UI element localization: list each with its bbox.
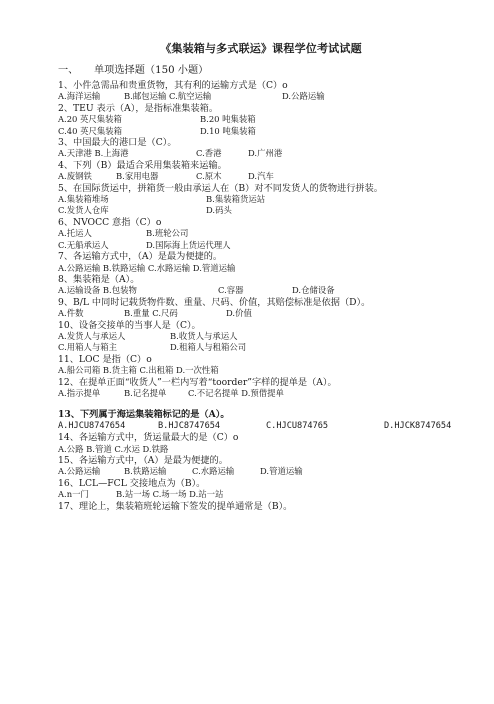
options-3 xyxy=(58,148,464,159)
option: D.10 吨集装箱 xyxy=(200,125,256,136)
option: A.废钢铁 xyxy=(58,171,92,182)
options-16 xyxy=(58,489,464,500)
option: B.记名提单 xyxy=(124,387,167,398)
option: A.发货人与承运人 xyxy=(58,330,126,341)
section-label: 单项选择题（150 小题） xyxy=(94,65,209,76)
question-12: 12、在提单正面“收货人”一栏内写着“toorder”字样的提单是（A）。 xyxy=(58,376,337,388)
option: B.站一场 C.场一场 D.站一站 xyxy=(116,489,224,500)
question-17: 17、理论上，集装箱班轮运输下签发的提单通常是（B）。 xyxy=(58,500,293,512)
option: B.家用电器 xyxy=(116,171,159,182)
options-2b xyxy=(58,126,464,137)
option: B.收货人与承运人 xyxy=(170,330,238,341)
options-10a xyxy=(58,331,464,342)
option: B.重量 C.尺码 xyxy=(124,308,178,319)
option: D.广州港 xyxy=(248,148,283,159)
option: A.件数 xyxy=(58,308,84,319)
option: C.无船承运人 xyxy=(58,239,109,250)
option: D.公路运输 xyxy=(282,91,325,102)
option: C.40 英尺集装箱 xyxy=(58,125,122,136)
options-6a xyxy=(58,228,464,239)
option: B.集装箱货运站 xyxy=(206,194,266,205)
question-5: 5、在国际货运中，拼箱货一般由承运人在（B）对不同发货人的货物进行拼装。 xyxy=(58,182,383,194)
question-3: 3、中国最大的港口是（C）。 xyxy=(58,137,177,149)
options-1 xyxy=(58,91,464,102)
option: D.国际海上货运代理人 xyxy=(146,239,231,250)
question-8: 8、集装箱是（A）。 xyxy=(58,273,140,285)
options-11 xyxy=(58,365,464,376)
document-title: 《集装箱与多式联运》课程学位考试试题 xyxy=(160,42,362,55)
question-11: 11、LOC 是指（C）o xyxy=(58,353,152,365)
options-12 xyxy=(58,388,464,399)
question-2: 2、TEU 表示（A），是指标准集装箱。 xyxy=(58,102,219,114)
options-9 xyxy=(58,308,464,319)
option: B.铁路运输 xyxy=(124,466,167,477)
option: C.容器 xyxy=(218,285,244,296)
question-10: 10、设备交接单的当事人是（C）。 xyxy=(58,319,201,331)
option: D.码头 xyxy=(206,205,232,216)
option: B.班轮公司 xyxy=(146,228,189,239)
option: A.天津港 B.上海港 xyxy=(58,148,129,159)
option: A.HJCU8747654 xyxy=(58,420,126,431)
question-7: 7、各运输方式中，（A）是最为便捷的。 xyxy=(58,251,223,263)
option: D.租箱人与租箱公司 xyxy=(170,342,247,353)
section-number: 一、 xyxy=(58,65,79,76)
option: C.不记名提单 D.预借提单 xyxy=(188,387,284,398)
option: C.HJCU874765 xyxy=(266,420,329,431)
option: A.船公司箱 B.货主箱 C.出租箱 D.一次性箱 xyxy=(58,365,219,376)
options-8 xyxy=(58,285,464,296)
question-14: 14、各运输方式中，货运量最大的是（C）o xyxy=(58,432,239,444)
options-4 xyxy=(58,171,464,182)
option: C.发货人仓库 xyxy=(58,205,109,216)
option: C.原木 xyxy=(196,171,222,182)
options-2a xyxy=(58,114,464,125)
option: D.HJCK8747654 xyxy=(384,420,452,431)
question-13: 13、下列属于海运集装箱标记的是（A）。 xyxy=(58,409,230,421)
option: B.邮包运输 C.航空运输 xyxy=(124,91,212,102)
options-5a xyxy=(58,194,464,205)
option: A.公路 B.管道 C.水运 D.铁路 xyxy=(58,443,169,454)
option: D.汽车 xyxy=(248,171,274,182)
question-15: 15、各运输方式中，（A）是最为便捷的。 xyxy=(58,455,228,466)
option: A.托运人 xyxy=(58,228,92,239)
options-5b xyxy=(58,205,464,216)
option: A.20 英尺集装箱 xyxy=(58,114,122,125)
option: A.指示提单 xyxy=(58,387,101,398)
options-13 xyxy=(58,421,464,432)
options-15 xyxy=(58,466,464,477)
spacer xyxy=(58,399,464,409)
options-7 xyxy=(58,263,464,274)
options-14 xyxy=(58,444,464,455)
question-6: 6、NVOCC 意指（C）o xyxy=(58,216,162,228)
question-16: 16、LCL—FCL 交接地点为（B）。 xyxy=(58,477,206,489)
option: C.用箱人与箱主 xyxy=(58,342,118,353)
option: C.香港 xyxy=(196,148,222,159)
options-10b xyxy=(58,342,464,353)
option: C.水路运输 xyxy=(192,466,235,477)
option: A.公路运输 B.铁路运输 C.水路运输 D.管道运输 xyxy=(58,262,236,273)
options-6b xyxy=(58,240,464,251)
option: B.HJC8747654 xyxy=(158,420,221,431)
option: D.价值 xyxy=(226,308,252,319)
question-9: 9、B/L 中同时记载货物件数、重量、尺码、价值，其赔偿标准是依据（D）。 xyxy=(58,296,371,308)
section-heading xyxy=(58,61,464,76)
option: A.海洋运输 xyxy=(58,91,101,102)
option: D.管道运输 xyxy=(260,466,303,477)
option: A.运输设备 B.包装物 xyxy=(58,285,137,296)
option: D.仓储设备 xyxy=(292,285,335,296)
option: A.集装箱堆场 xyxy=(58,194,109,205)
option: B.20 吨集装箱 xyxy=(200,114,256,125)
question-4: 4、下列（B）最适合采用集装箱来运输。 xyxy=(58,159,227,171)
option: A.n一门 xyxy=(58,489,89,500)
question-1: 1、小件急需品和贵重货物，其有利的运输方式是（C）o xyxy=(58,80,288,91)
option: A.公路运输 xyxy=(58,466,101,477)
